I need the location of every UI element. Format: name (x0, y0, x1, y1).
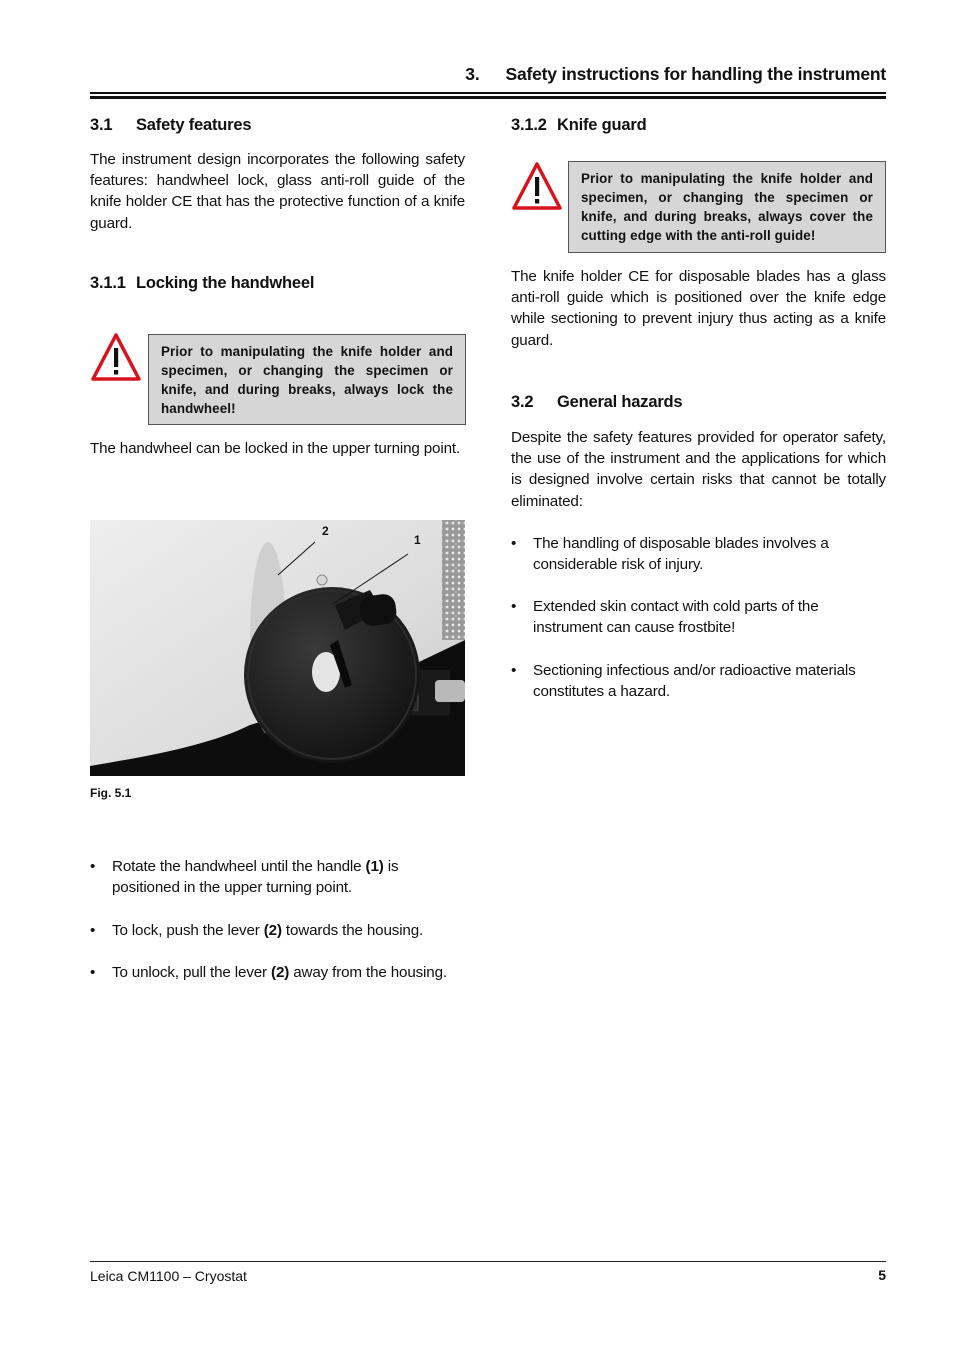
bullet-symbol: • (90, 858, 96, 875)
bullet-text: away from the housing. (289, 964, 447, 981)
figure-ref: (1) (365, 858, 384, 875)
figure-label-1: 1 (414, 533, 421, 547)
bullet-text: To lock, push the lever (112, 922, 264, 939)
section-3-1-heading (90, 116, 465, 135)
warning-triangle-icon (90, 332, 142, 382)
bullet-symbol: • (90, 964, 96, 981)
knife-guard-body: The knife holder CE for disposable blades has a glass anti-roll guide which is positioned over the knife edge while sectioning to prevent injury thus acting as a knife guard. (511, 268, 886, 349)
bullet-text: towards the housing. (281, 922, 424, 939)
page-number: 5 (878, 1267, 886, 1283)
figure-ref: (2) (271, 964, 290, 981)
list-item (511, 660, 886, 704)
section-3-2-body: Despite the safety features provided for operator safety, the use of the instrument and the applications for which is designed involve certain risks that cannot be totally eliminated: (511, 429, 886, 510)
bullet-text: Extended skin contact with cold parts of the instrument can cause frostbite! (533, 598, 819, 637)
handwheel-figure (90, 520, 465, 776)
warning-triangle-icon (511, 161, 563, 211)
section-3-1-2-heading (511, 116, 886, 135)
figure-label-2: 2 (322, 524, 329, 538)
figure-ref: (2) (263, 922, 282, 939)
section-number: 3.1.2 (511, 116, 547, 134)
list-item (511, 596, 886, 640)
figure-caption: Fig. 5.1 (90, 786, 132, 800)
chapter-number: 3. (465, 64, 480, 84)
section-title: Locking the handwheel (136, 274, 315, 292)
bullet-text: The handling of disposable blades involves a considerable risk of injury. (533, 535, 829, 574)
list-item (511, 533, 886, 577)
bullet-symbol: • (90, 922, 96, 939)
chapter-heading (90, 64, 886, 85)
section-title: Knife guard (557, 116, 647, 134)
bullet-symbol: • (511, 598, 517, 615)
bullet-text: Sectioning infectious and/or radioactive materials constitutes a hazard. (533, 662, 856, 701)
warning-box-knife-guard: Prior to manipulating the knife holder and specimen, or changing the specimen or knife, and during breaks, always cover the cutting edge with the anti-roll guide! (568, 161, 886, 253)
header-rule-thick (90, 96, 886, 99)
bullet-symbol: • (511, 535, 517, 552)
list-item (90, 920, 465, 942)
header-rule-thin (90, 92, 886, 94)
warning-box-handwheel: Prior to manipulating the knife holder and specimen, or changing the specimen or knife, and during breaks, always lock the handwheel! (148, 334, 466, 425)
list-item (90, 856, 465, 900)
bullet-text: is positioned in the upper turning point. (112, 858, 399, 897)
section-title: Safety features (136, 116, 252, 134)
bullet-text: To unlock, pull the lever (112, 964, 272, 981)
handwheel-lock-body: The handwheel can be locked in the upper turning point. (90, 440, 461, 457)
list-item (90, 962, 470, 984)
bullet-symbol: • (511, 662, 517, 679)
section-number: 3.1 (90, 116, 113, 134)
footer-rule (90, 1261, 886, 1262)
section-3-1-1-heading (90, 274, 465, 293)
section-number: 3.2 (511, 393, 534, 411)
section-title: General hazards (557, 393, 683, 411)
bullet-text: Rotate the handwheel until the handle (112, 858, 366, 875)
chapter-title: Safety instructions for handling the instrument (505, 64, 886, 84)
section-3-1-body: The instrument design incorporates the following safety features: handwheel lock, glass anti-roll guide of the knife holder CE that has the protective function of a knife guard. (90, 151, 465, 232)
section-number: 3.1.1 (90, 274, 126, 292)
footer-product: Leica CM1100 – Cryostat (90, 1268, 247, 1284)
section-3-2-heading (511, 393, 886, 412)
